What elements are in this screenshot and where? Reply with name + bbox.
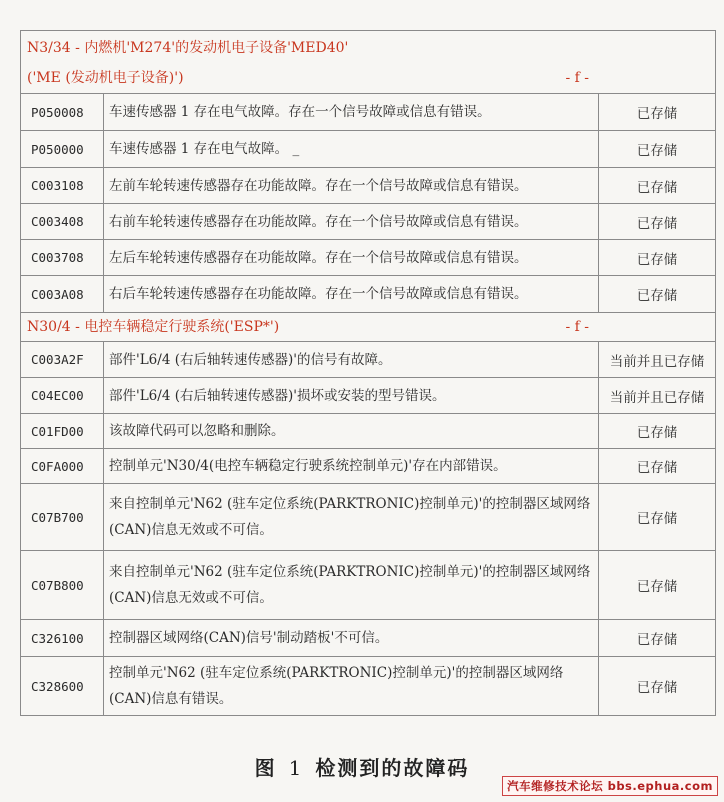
fault-status: 已存储 xyxy=(636,511,678,527)
fault-code: C07B700 xyxy=(21,484,104,550)
table-row xyxy=(21,656,715,716)
fault-code-table xyxy=(20,30,716,716)
fault-status: 当前并且已存储 xyxy=(609,389,705,406)
fault-description: 右前车轮转速传感器存在功能故障。存在一个信号故障或信息有错误。 xyxy=(104,204,599,239)
fault-status: 已存储 xyxy=(636,632,678,648)
fault-status: 已存储 xyxy=(636,215,678,232)
section-header-esp xyxy=(21,312,715,341)
table-row xyxy=(21,341,715,377)
fault-description: 来自控制单元'N62 (驻车定位系统(PARKTRONIC)控制单元)'的控制器区域网络(CAN)信息无效或不可信。 xyxy=(104,551,599,619)
section-header-engine xyxy=(21,30,715,93)
table-row xyxy=(21,203,715,239)
fault-code: C01FD00 xyxy=(21,414,104,448)
fault-description: 该故障代码可以忽略和删除。 xyxy=(104,414,599,448)
table-row xyxy=(21,93,715,130)
table-row xyxy=(21,483,715,550)
fault-status: 当前并且已存储 xyxy=(609,353,705,370)
table-row xyxy=(21,413,715,448)
caption-prefix: 图 xyxy=(254,756,277,780)
fault-description: 左前车轮转速传感器存在功能故障。存在一个信号故障或信息有错误。 xyxy=(104,168,599,203)
fault-code: C0FA000 xyxy=(21,449,104,483)
fault-description: 左后车轮转速传感器存在功能故障。存在一个信号故障或信息有错误。 xyxy=(104,240,599,275)
fault-status: 已存储 xyxy=(636,579,678,595)
fault-status: 已存储 xyxy=(636,460,678,476)
fault-status: 已存储 xyxy=(636,179,678,196)
fault-status: 已存储 xyxy=(636,425,678,441)
forum-watermark: 汽车维修技术论坛 bbs.ephua.com xyxy=(502,776,718,796)
table-row xyxy=(21,619,715,656)
fault-code: C04EC00 xyxy=(21,378,104,413)
fault-description: 右后车轮转速传感器存在功能故障。存在一个信号故障或信息有错误。 xyxy=(104,276,599,312)
fault-code: C328600 xyxy=(21,657,104,715)
section-flag-engine: - f - xyxy=(565,70,589,86)
fault-description: 车速传感器 1 存在电气故障。存在一个信号故障或信息有错误。 xyxy=(104,94,599,130)
fault-description: 来自控制单元'N62 (驻车定位系统(PARKTRONIC)控制单元)'的控制器区域网络(CAN)信息无效或不可信。 xyxy=(104,484,599,550)
fault-description: 车速传感器 1 存在电气故障。 _ xyxy=(104,131,599,167)
fault-status: 已存储 xyxy=(636,288,678,304)
section-subtitle-engine: ('ME (发动机电子设备)') xyxy=(27,70,184,86)
fault-code: C003A2F xyxy=(21,342,104,377)
table-row xyxy=(21,550,715,619)
fault-description: 控制单元'N30/4(电控车辆稳定行驶系统控制单元)'存在内部错误。 xyxy=(104,449,599,483)
fault-code: C07B800 xyxy=(21,551,104,619)
table-row xyxy=(21,167,715,203)
fault-code: C326100 xyxy=(21,620,104,656)
fault-code: P050000 xyxy=(21,131,104,167)
fault-code: C003A08 xyxy=(21,276,104,312)
fault-code: C003708 xyxy=(21,240,104,275)
fault-status: 已存储 xyxy=(636,251,678,268)
fault-status: 已存储 xyxy=(636,106,678,122)
table-row xyxy=(21,275,715,312)
table-row xyxy=(21,239,715,275)
fault-description: 部件'L6/4 (右后轴转速传感器)'的信号有故障。 xyxy=(104,342,599,377)
fault-description: 部件'L6/4 (右后轴转速传感器)'损坏或安装的型号错误。 xyxy=(104,378,599,413)
fault-code: P050008 xyxy=(21,94,104,130)
table-row xyxy=(21,130,715,167)
table-row xyxy=(21,377,715,413)
table-row xyxy=(21,448,715,483)
fault-description: 控制器区域网络(CAN)信号'制动踏板'不可信。 xyxy=(104,620,599,656)
caption-text: 检测到的故障码 xyxy=(315,756,470,780)
fault-code: C003408 xyxy=(21,204,104,239)
section-flag-esp: - f - xyxy=(565,319,589,335)
fault-code: C003108 xyxy=(21,168,104,203)
section-title-esp: N30/4 - 电控车辆稳定行驶系统('ESP*') xyxy=(27,319,280,335)
fault-status: 已存储 xyxy=(636,143,678,159)
caption-number: 1 xyxy=(288,756,304,780)
section-title-engine: N3/34 - 内燃机'M274'的发动机电子设备'MED40' xyxy=(27,40,349,56)
fault-description: 控制单元'N62 (驻车定位系统(PARKTRONIC)控制单元)'的控制器区域网络(CAN)信息有错误。 xyxy=(104,657,599,715)
fault-status: 已存储 xyxy=(636,680,678,696)
